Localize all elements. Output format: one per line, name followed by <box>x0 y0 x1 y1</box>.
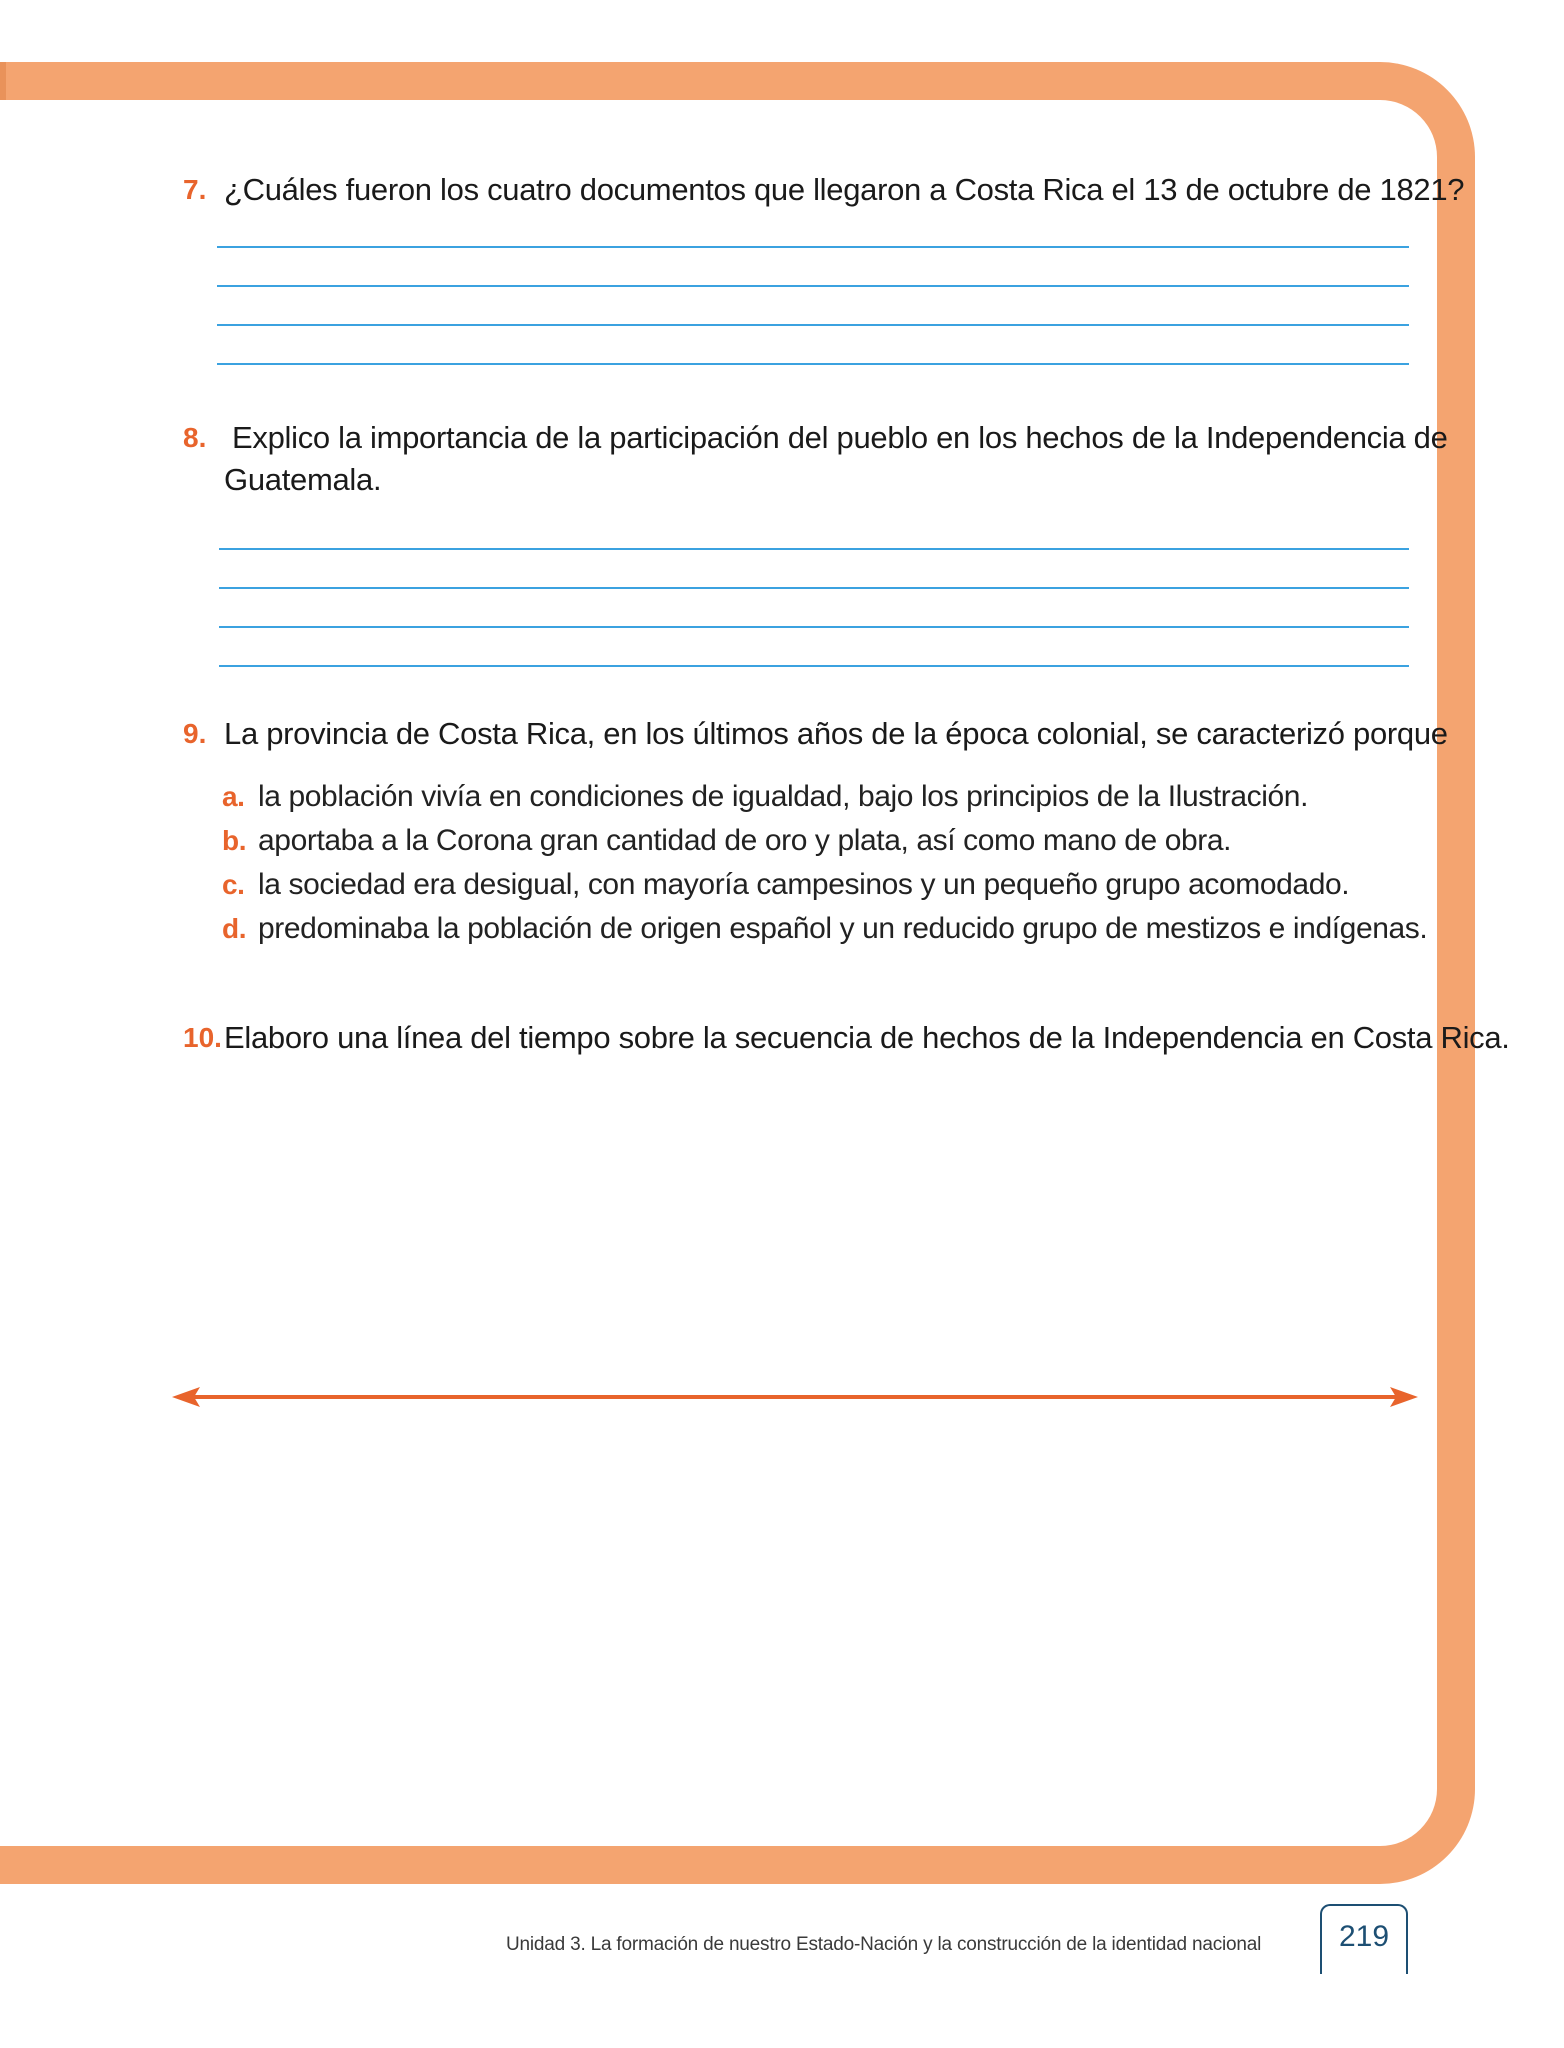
timeline-arrow[interactable] <box>170 1382 1420 1412</box>
question-10-text: Elaboro una línea del tiempo sobre la secuencia de hechos de la Independencia en Costa Rica. <box>224 1020 1510 1055</box>
answer-line[interactable] <box>217 246 1409 248</box>
option-letter: c. <box>222 869 245 900</box>
option-b[interactable] <box>222 819 1231 863</box>
question-7-number: 7. <box>183 174 207 205</box>
question-10-number: 10. <box>183 1022 222 1053</box>
option-d[interactable] <box>222 907 1427 951</box>
option-text: la población vivía en condiciones de igualdad, bajo los principios de la Ilustración. <box>258 780 1309 813</box>
question-9-text: La provincia de Costa Rica, en los últimos años de la época colonial, se caracterizó porque <box>224 716 1448 751</box>
answer-line[interactable] <box>219 665 1409 667</box>
option-letter: a. <box>222 781 245 812</box>
option-a[interactable] <box>222 775 1308 819</box>
page-number-box <box>1320 1904 1408 1974</box>
option-text: predominaba la población de origen español y un reducido grupo de mestizos e indígenas. <box>258 912 1428 945</box>
question-8-text-line1: Explico la importancia de la participación del pueblo en los hechos de la Independencia de <box>232 420 1448 455</box>
footer-unit-title: Unidad 3. La formación de nuestro Estado-Nación y la construcción de la identidad nacional <box>506 1934 1262 1955</box>
answer-line[interactable] <box>219 548 1409 550</box>
question-7-text: ¿Cuáles fueron los cuatro documentos que llegaron a Costa Rica el 13 de octubre de 1821? <box>224 172 1465 207</box>
option-letter: d. <box>222 913 247 944</box>
answer-line[interactable] <box>217 285 1409 287</box>
question-9-number: 9. <box>183 718 207 749</box>
question-8-number: 8. <box>183 422 207 453</box>
option-letter: b. <box>222 825 247 856</box>
option-c[interactable] <box>222 863 1349 907</box>
page-number: 219 <box>1338 1920 1390 1953</box>
answer-line[interactable] <box>219 587 1409 589</box>
question-8-text-line2: Guatemala. <box>224 462 382 497</box>
answer-line[interactable] <box>217 324 1409 326</box>
option-text: aportaba a la Corona gran cantidad de oro y plata, así como mano de obra. <box>258 824 1232 857</box>
answer-line[interactable] <box>219 626 1409 628</box>
option-text: la sociedad era desigual, con mayoría campesinos y un pequeño grupo acomodado. <box>258 868 1350 901</box>
frame-tab <box>0 62 6 100</box>
page-frame <box>0 62 1475 1884</box>
answer-line[interactable] <box>217 363 1409 365</box>
